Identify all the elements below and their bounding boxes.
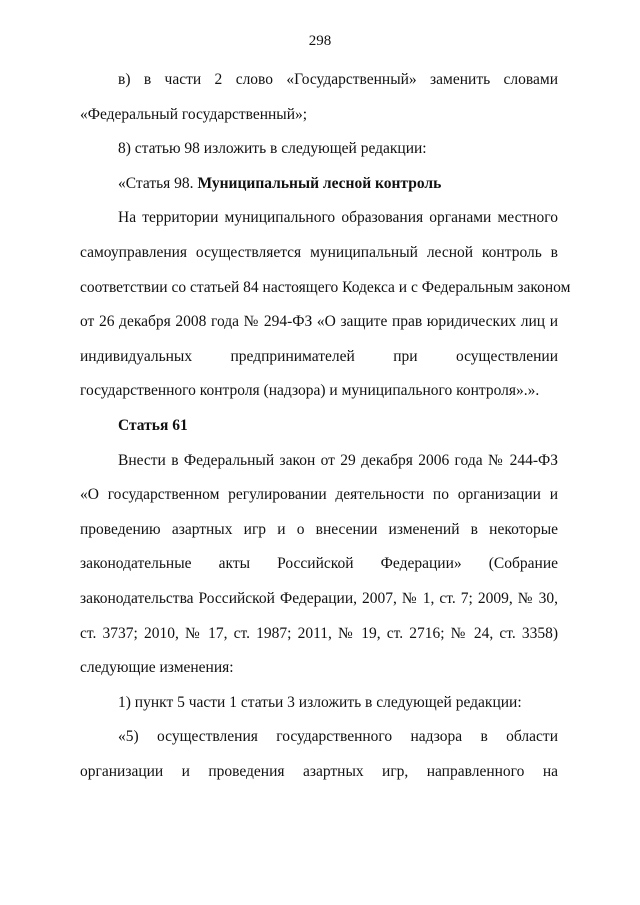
text-line: «Федеральный государственный»;	[80, 105, 308, 123]
text-line: Внести в Федеральный закон от 29 декабря 2006 года № 244-ФЗ	[118, 451, 558, 469]
text-line: соответствии со статьей 84 настоящего Кодекса и с Федеральным законом	[80, 278, 571, 296]
text-line: 8) статью 98 изложить в следующей редакции:	[118, 140, 427, 158]
text-line: законодательства Российской Федерации, 2007, № 1, ст. 7; 2009, № 30,	[80, 589, 558, 607]
text-line: проведению азартных игр и о внесении изменений в некоторые	[80, 520, 558, 538]
text-line	[80, 174, 558, 209]
text-line: от 26 декабря 2008 года № 294-ФЗ «О защите прав юридических лиц и	[80, 313, 558, 331]
text-line: «5) осуществления государственного надзора в области	[118, 728, 558, 746]
text-line: ст. 3737; 2010, № 17, ст. 1987; 2011, № 19, ст. 2716; № 24, ст. 3358)	[80, 624, 558, 642]
page-number: 298	[308, 33, 332, 49]
text-line: в) в части 2 слово «Государственный» заменить словами	[118, 71, 558, 88]
article-prefix: «Статья 98.	[118, 174, 198, 192]
text-line	[80, 416, 558, 451]
article-heading: Статья 61	[118, 416, 188, 434]
text-line: 1) пункт 5 части 1 статьи 3 изложить в следующей редакции:	[118, 693, 522, 711]
text-line: законодательные акты Российской Федерации» (Собрание	[80, 555, 558, 573]
text-line: «О государственном регулировании деятельности по организации и	[80, 486, 558, 504]
text-line: самоуправления осуществляется муниципальный лесной контроль в	[80, 243, 558, 261]
text-line: организации и проведения азартных игр, направленного на	[80, 762, 558, 780]
text-line: индивидуальных предпринимателей при осуществлении	[80, 347, 558, 365]
text-line: На территории муниципального образования органами местного	[118, 209, 558, 227]
text-line: государственного контроля (надзора) и муниципального контроля».».	[80, 382, 540, 400]
text-line: следующие изменения:	[80, 659, 234, 677]
article-heading: Муниципальный лесной контроль	[197, 174, 442, 192]
document-body	[80, 70, 571, 796]
